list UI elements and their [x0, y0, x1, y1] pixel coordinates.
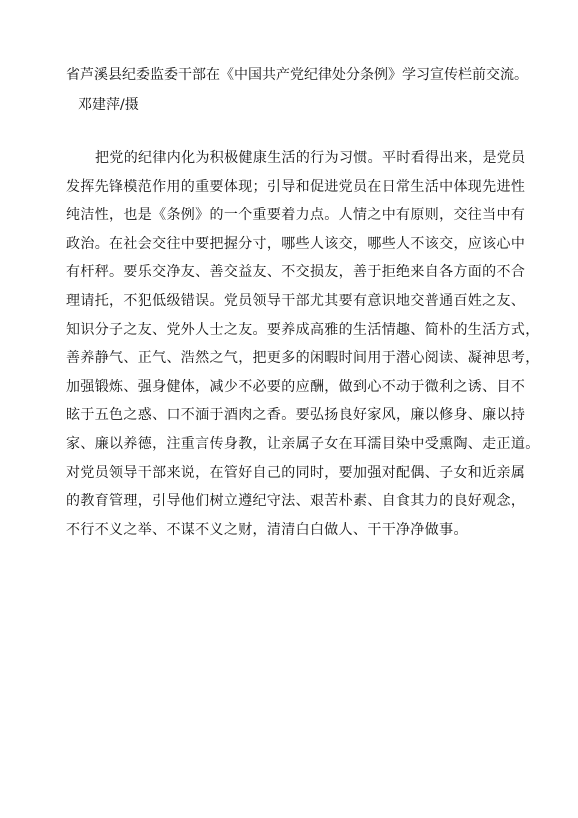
article-paragraph — [66, 144, 540, 544]
paragraph-line: 知识分子之友、党外人士之友。要养成高雅的生活情趣、简朴的生活方式， — [66, 321, 540, 338]
paragraph-line: 家、廉以养德，注重言传身教，让亲属子女在耳濡目染中受熏陶、走正道。 — [66, 435, 540, 452]
paragraph-line: 政治。在社会交往中要把握分寸，哪些人该交，哪些人不该交，应该心中 — [66, 235, 526, 252]
paragraph-line: 不行不义之举、不谋不义之财，清清白白做人、干干净净做事。 — [66, 521, 468, 538]
caption-text: 省芦溪县纪委监委干部在《中国共产党纪律处分条例》学习宣传栏前交流。 — [66, 67, 528, 83]
paragraph-line: 对党员领导干部来说，在管好自己的同时，要加强对配偶、子女和近亲属 — [66, 464, 526, 481]
photo-credit: 邓建萍/摄 — [78, 97, 139, 113]
paragraph-line: 眩于五色之惑、口不湎于酒肉之香。要弘扬良好家风，廉以修身、廉以持 — [66, 407, 526, 424]
paragraph-line: 把党的纪律内化为积极健康生活的行为习惯。平时看得出来，是党员 — [95, 150, 526, 166]
paragraph-line: 善养静气、正气、浩然之气，把更多的闲暇时间用于潜心阅读、凝神思考， — [66, 350, 540, 367]
paragraph-line: 理请托，不犯低级错误。党员领导干部尤其要有意识地交普通百姓之友、 — [66, 292, 526, 309]
photo-caption — [66, 60, 526, 120]
paragraph-line: 加强锻炼、强身健体，减少不必要的应酬，做到心不动于微利之诱、目不 — [66, 378, 526, 395]
paragraph-line: 发挥先锋模范作用的重要体现；引导和促进党员在日常生活中体现先进性 — [66, 178, 526, 195]
paragraph-line: 的教育管理，引导他们树立遵纪守法、艰苦朴素、自食其力的良好观念， — [66, 493, 526, 510]
paragraph-line: 纯洁性，也是《条例》的一个重要着力点。人情之中有原则，交往当中有 — [66, 207, 526, 224]
paragraph-line: 有杆秤。要乐交净友、善交益友、不交损友，善于拒绝来自各方面的不合 — [66, 264, 526, 281]
